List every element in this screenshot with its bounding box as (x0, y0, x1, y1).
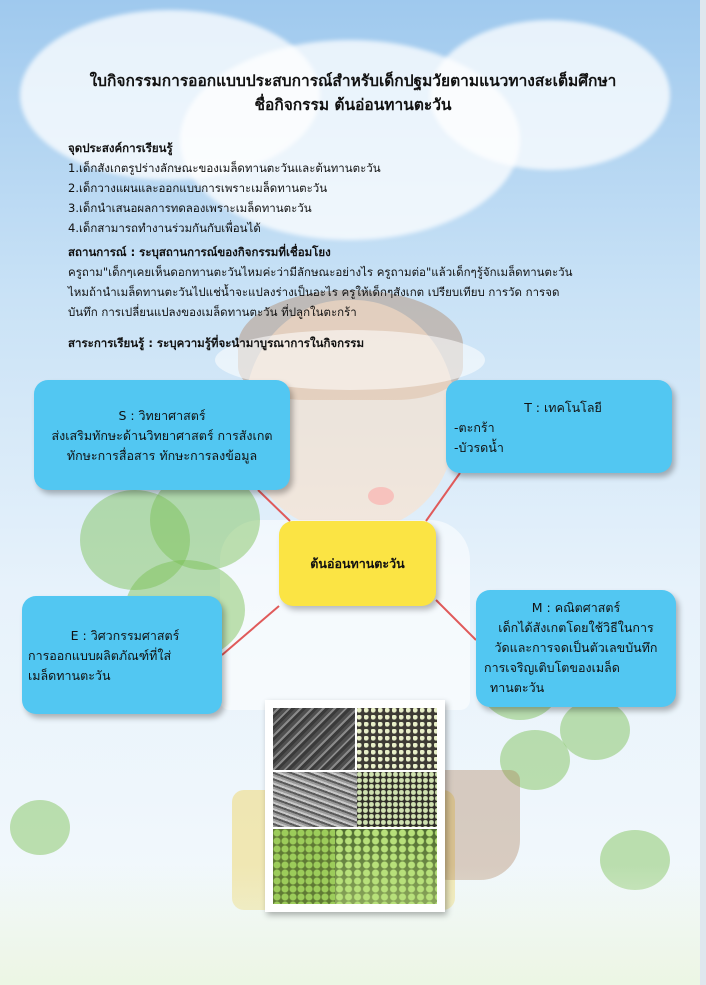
objective-item: 3.เด็กนำเสนอผลการทดลองเพราะเมล็ดทานตะวัน (68, 201, 312, 215)
activity-name: ชื่อกิจกรรม ต้นอ่อนทานตะวัน (254, 96, 452, 114)
technology-box (446, 380, 672, 473)
science-title: S : วิทยาศาสตร์ (118, 408, 206, 423)
technology-title: T : เทคโนโลยี (524, 400, 602, 415)
math-line: ทานตะวัน (490, 680, 545, 695)
photo-sprouts (273, 829, 343, 904)
connector-line-e (222, 606, 279, 655)
math-title: M : คณิตศาสตร์ (531, 600, 621, 615)
technology-line: -บัวรดน้ำ (454, 440, 504, 455)
math-box (476, 590, 676, 707)
situation-line: ไหมถ้านำเมล็ดทานตะวันไปแช่น้ำจะแปลงร่างเป็นอะไร ครูให้เด็กๆสังเกต เปรียบเทียบ การวัด การจด (68, 285, 560, 299)
connector-line-t (426, 473, 460, 521)
engineering-line: เมล็ดทานตะวัน (28, 668, 111, 683)
engineering-title: E : วิศวกรรมศาสตร์ (70, 628, 180, 643)
photo-seed-trays (273, 772, 363, 827)
connector-line-m (436, 600, 476, 640)
objective-item: 4.เด็กสามารถทำงานร่วมกันกับเพื่อนได้ (68, 221, 261, 235)
math-line: การเจริญเติบโตของเมล็ด (484, 660, 620, 675)
objective-item: 1.เด็กสังเกตรูปร่างลักษณะของเมล็ดทานตะวันและต้นทานตะวัน (68, 161, 381, 175)
central-topic: ต้นอ่อนทานตะวัน (279, 521, 436, 606)
photo-grown-sprouts (335, 829, 437, 904)
science-box (34, 380, 290, 490)
content-heading: สาระการเรียนรู้ : ระบุความรู้ที่จะนำมาบูรณาการในกิจกรรม (68, 336, 365, 350)
objective-item: 2.เด็กวางแผนและออกแบบการเพราะเมล็ดทานตะวัน (68, 181, 328, 195)
objectives-heading: จุดประสงค์การเรียนรู้ (68, 141, 173, 155)
engineering-line: การออกแบบผลิตภัณฑ์ที่ใส่ (28, 648, 172, 663)
situation-heading: สถานการณ์ : ระบุสถานการณ์ของกิจกรรมที่เชื่อมโยง (68, 245, 331, 259)
connector-line-s (258, 490, 290, 521)
situation-line: บันทึก การเปลี่ยนแปลงของเมล็ดทานตะวัน ที่ปลูกในตะกร้า (68, 305, 357, 319)
page-title: ใบกิจกรรมการออกแบบประสบการณ์สำหรับเด็กปฐมวัยตามแนวทางสะเต็มศึกษา (89, 72, 617, 90)
technology-line: -ตะกร้า (454, 420, 495, 435)
photo-sprouting-seeds (357, 772, 437, 827)
photo-soaked-seeds (357, 708, 437, 770)
situation-line: ครูถาม"เด็กๆเคยเห็นดอกทานตะวันไหมค่ะว่ามีลักษณะอย่างไร ครูถามต่อ"แล้วเด็กๆรู้จักเมล็ดทานตะวัน (68, 265, 573, 279)
science-line: ส่งเสริมทักษะด้านวิทยาศาสตร์ การสังเกต (51, 428, 273, 443)
math-line: วัดและการจดเป็นตัวเลขบันทึก (494, 640, 658, 655)
photo-seed-trays (273, 708, 355, 770)
science-line: ทักษะการสื่อสาร ทักษะการลงข้อมูล (66, 448, 258, 463)
sprout-photo-collage (265, 700, 445, 912)
engineering-box (22, 596, 222, 714)
math-line: เด็กได้สังเกตโดยใช้วิธีในการ (498, 620, 654, 635)
